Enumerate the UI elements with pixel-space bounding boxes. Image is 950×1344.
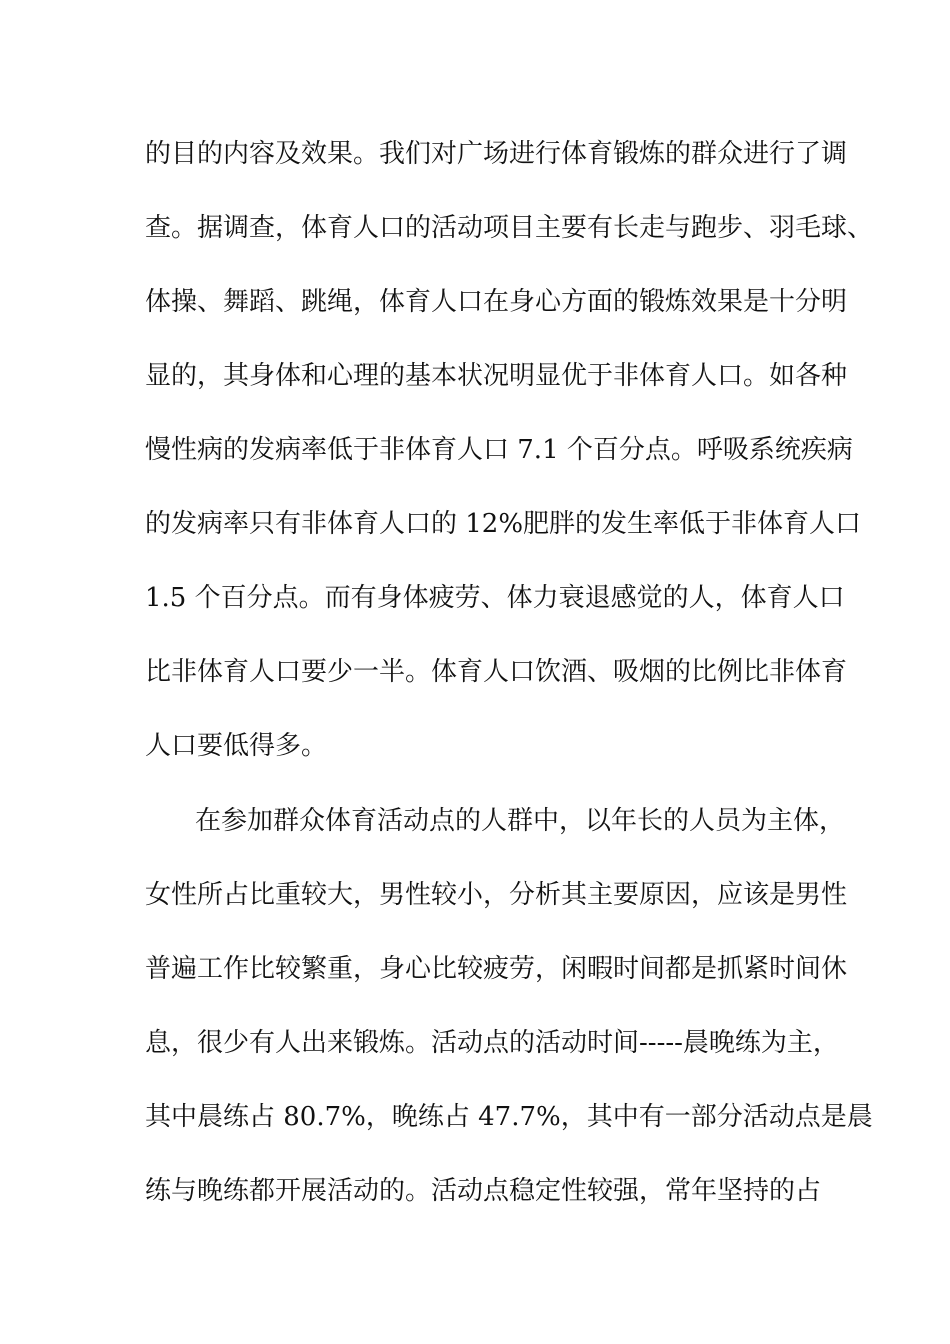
text-line: 慢性病的发病率低于非体育人口 7.1 个百分点。呼吸系统疾病 — [145, 435, 853, 465]
text-line: 人口要低得多。 — [145, 731, 328, 761]
text-line: 体操、舞蹈、跳绳，体育人口在身心方面的锻炼效果是十分明 — [145, 287, 848, 317]
text-line: 查。据调查，体育人口的活动项目主要有长走与跑步、羽毛球、 — [145, 213, 874, 243]
text-line: 普遍工作比较繁重，身心比较疲劳，闲暇时间都是抓紧时间休 — [145, 954, 848, 984]
text-line: 练与晚练都开展活动的。活动点稳定性较强，常年坚持的占 — [145, 1176, 822, 1206]
text-line: 的目的内容及效果。我们对广场进行体育锻炼的群众进行了调 — [145, 139, 848, 169]
text-line: 其中晨练占 80.7%，晚练占 47.7%，其中有一部分活动点是晨 — [145, 1102, 873, 1132]
text-line: 息，很少有人出来锻炼。活动点的活动时间-----晨晚练为主， — [145, 1028, 839, 1058]
text-line: 的发病率只有非体育人口的 12%肥胖的发生率低于非体育人口 — [145, 509, 862, 539]
paragraph-first-line: 在参加群众体育活动点的人群中，以年长的人员为主体， — [195, 806, 846, 836]
text-line: 女性所占比重较大，男性较小，分析其主要原因，应该是男性 — [145, 880, 848, 910]
text-line: 1.5 个百分点。而有身体疲劳、体力衰退感觉的人，体育人口 — [145, 583, 845, 613]
text-line: 显的，其身体和心理的基本状况明显优于非体育人口。如各种 — [145, 361, 848, 391]
text-line: 比非体育人口要少一半。体育人口饮酒、吸烟的比例比非体育 — [145, 657, 848, 687]
